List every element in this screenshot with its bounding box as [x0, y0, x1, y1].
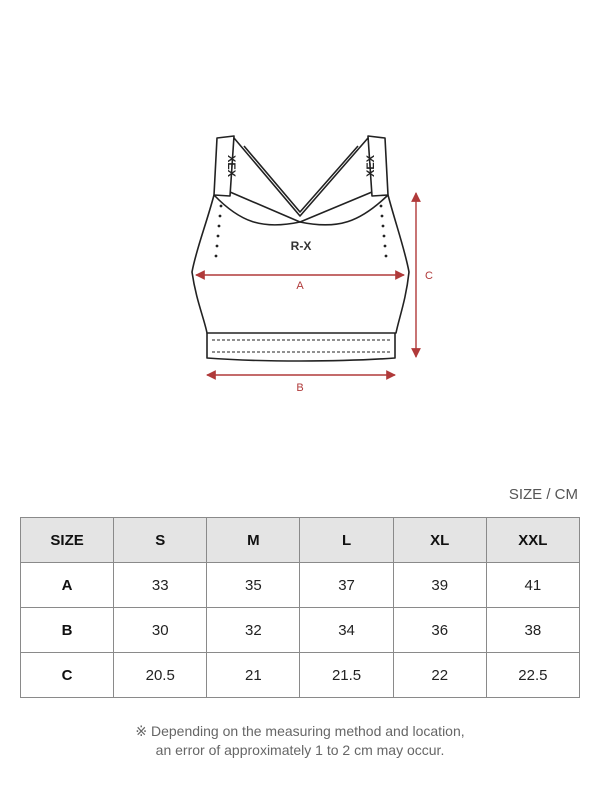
right-strap-text: XEX	[365, 154, 377, 178]
header-cell: XXL	[486, 518, 579, 563]
left-strap-text: XEX	[225, 154, 237, 178]
size-table	[20, 517, 580, 698]
measurement-note	[0, 722, 600, 760]
table-cell: 35	[207, 563, 300, 608]
table-cell: 38	[486, 608, 579, 653]
table-cell: 32	[207, 608, 300, 653]
table-row	[21, 608, 580, 653]
table-header-row	[21, 518, 580, 563]
row-label: B	[21, 608, 114, 653]
note-line-1: ※ Depending on the measuring method and location,	[135, 723, 465, 739]
table-row	[21, 563, 580, 608]
table-cell: 20.5	[114, 653, 207, 698]
brand-logo: R-X	[290, 239, 312, 253]
table-cell: 30	[114, 608, 207, 653]
table-cell: 22	[393, 653, 486, 698]
table-row	[21, 653, 580, 698]
header-cell: M	[207, 518, 300, 563]
header-cell: L	[300, 518, 393, 563]
note-line-2: an error of approximately 1 to 2 cm may occur.	[155, 742, 445, 758]
table-cell: 39	[393, 563, 486, 608]
measure-b-label: B	[296, 382, 304, 394]
table-cell: 37	[300, 563, 393, 608]
table-cell: 21.5	[300, 653, 393, 698]
table-cell: 33	[114, 563, 207, 608]
table-cell: 36	[393, 608, 486, 653]
row-label: A	[21, 563, 114, 608]
measure-a-label: A	[296, 280, 304, 292]
table-cell: 41	[486, 563, 579, 608]
row-label: C	[21, 653, 114, 698]
measure-c-label: C	[425, 270, 433, 282]
header-cell: XL	[393, 518, 486, 563]
table-cell: 21	[207, 653, 300, 698]
table-cell: 22.5	[486, 653, 579, 698]
table-cell: 34	[300, 608, 393, 653]
unit-label: SIZE / CM	[508, 486, 578, 503]
header-cell: S	[114, 518, 207, 563]
header-cell: SIZE	[21, 518, 114, 563]
